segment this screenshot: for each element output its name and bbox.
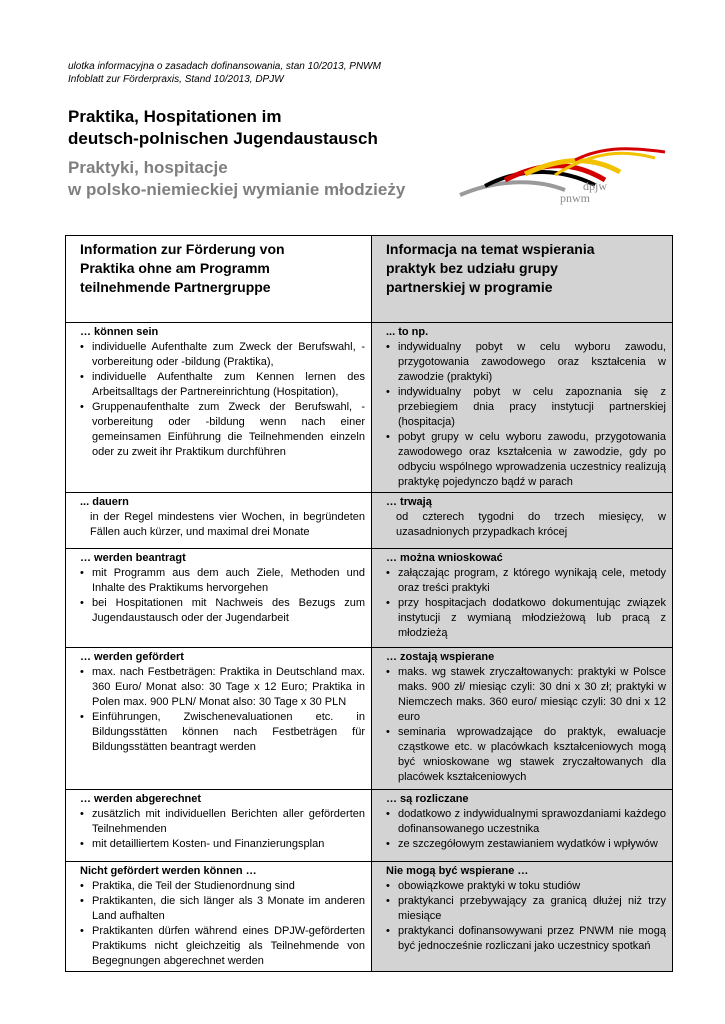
cell-pl — [372, 549, 673, 648]
table-row — [66, 323, 673, 493]
cell-pl — [372, 648, 673, 790]
cell-de — [66, 862, 372, 972]
list-item: • Praktikanten dürfen während eines DPJW-geförderten Praktikums nicht gleichzeitig als Teilnehmende von Begegnungen abgerechnet werden — [80, 924, 365, 969]
table-row — [66, 648, 673, 790]
cell-de — [66, 323, 372, 493]
table-row — [66, 549, 673, 648]
row-title-de: Nicht gefördert werden können … — [80, 865, 257, 877]
bullet-list-pl — [386, 340, 666, 490]
title-de-line-1: Praktika, Hospitationen im — [68, 107, 282, 126]
list-item: • bei Hospitationen mit Nachweis des Bezugs zum Jugendaustausch oder der Jugendarbeit — [80, 596, 365, 626]
bullet-list-de — [80, 665, 365, 755]
bullet-list-pl — [386, 807, 666, 852]
list-item: • mit detailliertem Kosten- und Finanzierungsplan — [80, 837, 365, 852]
logo-text-pnwm: pnwm — [560, 191, 590, 205]
list-item: • individuelle Aufenthalte zum Kennen lernen des Arbeitsalltags der Partnereinrichtung (Hospitation), — [80, 370, 365, 400]
bullet-list-de — [80, 807, 365, 852]
list-item: • Einführungen, Zwischenevaluationen etc. in Bildungsstätten können nach Festbeträgen für Bildungsstätten beantragt werden — [80, 710, 365, 755]
bullet-list-pl — [386, 665, 666, 785]
cell-pl — [372, 493, 673, 549]
bullet-list-de — [80, 879, 365, 969]
cell-de — [66, 790, 372, 862]
header-pl-line-3: partnerskiej w programie — [386, 279, 553, 295]
row-title-de: … werden gefördert — [80, 651, 184, 663]
list-item: • maks. wg stawek zryczałtowanych: praktyki w Polsce maks. 900 zł/ miesiąc czyli: 30 dni x 30 zł; praktyki w Niemczech maks. 360 euro/ miesiąc czyli: 30 dni x 12 euro — [386, 665, 666, 725]
list-item: • dodatkowo z indywidualnymi sprawozdaniami każdego dofinansowanego uczestnika — [386, 807, 666, 837]
cell-de — [66, 493, 372, 549]
title-pl-line-1: Praktyki, hospitacje — [68, 158, 228, 177]
header-pl-line-2: praktyk bez udziału grupy — [386, 260, 558, 276]
dpjw-pnwm-logo — [455, 140, 675, 215]
list-item: • Praktikanten, die sich länger als 3 Monate im anderen Land aufhalten — [80, 894, 365, 924]
list-item: • max. nach Festbeträgen: Praktika in Deutschland max. 360 Euro/ Monat also: 30 Tage x 12 Euro; Praktika in Polen max. 900 PLN/ Monat also: 30 Tage x 30 PLN — [80, 665, 365, 710]
list-item: • individuelle Aufenthalte zum Zweck der Berufswahl, -vorbereitung oder -bildung (Praktika), — [80, 340, 365, 370]
cell-de — [66, 549, 372, 648]
header-cell-de — [66, 236, 372, 323]
header-pl-line-1: Informacja na temat wspierania — [386, 241, 595, 257]
row-title-de: … werden beantragt — [80, 552, 186, 564]
header-de-line-1: Information zur Förderung von — [80, 241, 285, 257]
row-title-de: ... dauern — [80, 496, 129, 508]
meta-line-pl: ulotka informacyjna o zasadach dofinansowania, stan 10/2013, PNWM — [68, 61, 381, 72]
cell-de — [66, 648, 372, 790]
row-title-de: … können sein — [80, 326, 159, 338]
row-title-pl: … trwają — [386, 496, 432, 508]
meta-line-de: Infoblatt zur Förderpraxis, Stand 10/2013, DPJW — [68, 74, 284, 85]
row-title-de: … werden abgerechnet — [80, 793, 202, 805]
table-row — [66, 790, 673, 862]
list-item: • przy hospitacjach dodatkowo dokumentując związek instytucji z wymianą młodzieżową lub pracą z młodzieżą — [386, 596, 666, 641]
table-row — [66, 493, 673, 549]
table-row — [66, 862, 673, 972]
row-title-pl: … można wnioskować — [386, 552, 503, 564]
bullet-list-pl — [386, 566, 666, 641]
bullet-list-de — [80, 340, 365, 460]
bullet-list-de — [80, 566, 365, 626]
list-item: • pobyt grupy w celu wyboru zawodu, przygotowania zawodowego oraz kształcenia w zawodzie, gdy po odbyciu wspólnego wprowadzenia uczestnicy realizują praktykę pojedynczo bądź w parach — [386, 430, 666, 490]
list-item: • załączając program, z którego wynikają cele, metody oraz treści praktyki — [386, 566, 666, 596]
header-cell-pl — [372, 236, 673, 323]
row-title-pl: … są rozliczane — [386, 793, 469, 805]
list-item: • praktykanci dofinansowywani przez PNWM nie mogą być jednocześnie rozliczani jako uczestnicy spotkań — [386, 924, 666, 954]
list-item: • Praktika, die Teil der Studienordnung sind — [80, 879, 365, 894]
table-header-row — [66, 236, 673, 323]
list-item: • indywidualny pobyt w celu zapoznania się z przebiegiem dnia pracy instytucji partnerskiej (hospitacja) — [386, 385, 666, 430]
cell-pl — [372, 790, 673, 862]
row-title-pl: Nie mogą być wspierane … — [386, 865, 529, 877]
header-de-line-2: Praktika ohne am Programm — [80, 260, 270, 276]
list-item: • obowiązkowe praktyki w toku studiów — [386, 879, 666, 894]
bullet-list-pl — [386, 879, 666, 954]
row-text-pl: od czterech tygodni do trzech miesięcy, w uzasadnionych przypadkach krócej — [396, 511, 666, 538]
row-text-de: in der Regel mindestens vier Wochen, in begründeten Fällen auch kürzer, und maximal drei Monate — [90, 511, 365, 538]
comparison-table — [65, 235, 673, 972]
list-item: • zusätzlich mit individuellen Berichten aller geförderten Teilnehmenden — [80, 807, 365, 837]
list-item: • Gruppenaufenthalte zum Zweck der Berufswahl, -vorbereitung oder -bildung wenn nach einer gemeinsamen Einführung die Teilnehmenden einzeln oder zu zweit ihr Praktikum durchführen — [80, 400, 365, 460]
title-de-line-2: deutsch-polnischen Jugendaustausch — [68, 129, 378, 148]
cell-pl — [372, 323, 673, 493]
title-pl-line-2: w polsko-niemieckiej wymianie młodzieży — [68, 180, 406, 199]
list-item: • ze szczegółowym zestawianiem wydatków i wpływów — [386, 837, 666, 852]
header-de-line-3: teilnehmende Partnergruppe — [80, 279, 271, 295]
row-title-pl: … zostają wspierane — [386, 651, 495, 663]
row-title-pl: ... to np. — [386, 326, 429, 338]
list-item: • indywidualny pobyt w celu wyboru zawodu, przygotowania zawodowego oraz kształcenia w zawodzie (praktyki) — [386, 340, 666, 385]
logo-text-dpjw: dpjw — [583, 179, 607, 193]
cell-pl — [372, 862, 673, 972]
list-item: • praktykanci przebywający za granicą dłużej niż trzy miesiące — [386, 894, 666, 924]
list-item: • seminaria wprowadzające do praktyk, ewaluacje cząstkowe etc. w placówkach kształceniowych mogą być wnioskowane wg stawek zryczałtowanych dla placówek kształceniowych — [386, 725, 666, 785]
list-item: • mit Programm aus dem auch Ziele, Methoden und Inhalte des Praktikums hervorgehen — [80, 566, 365, 596]
